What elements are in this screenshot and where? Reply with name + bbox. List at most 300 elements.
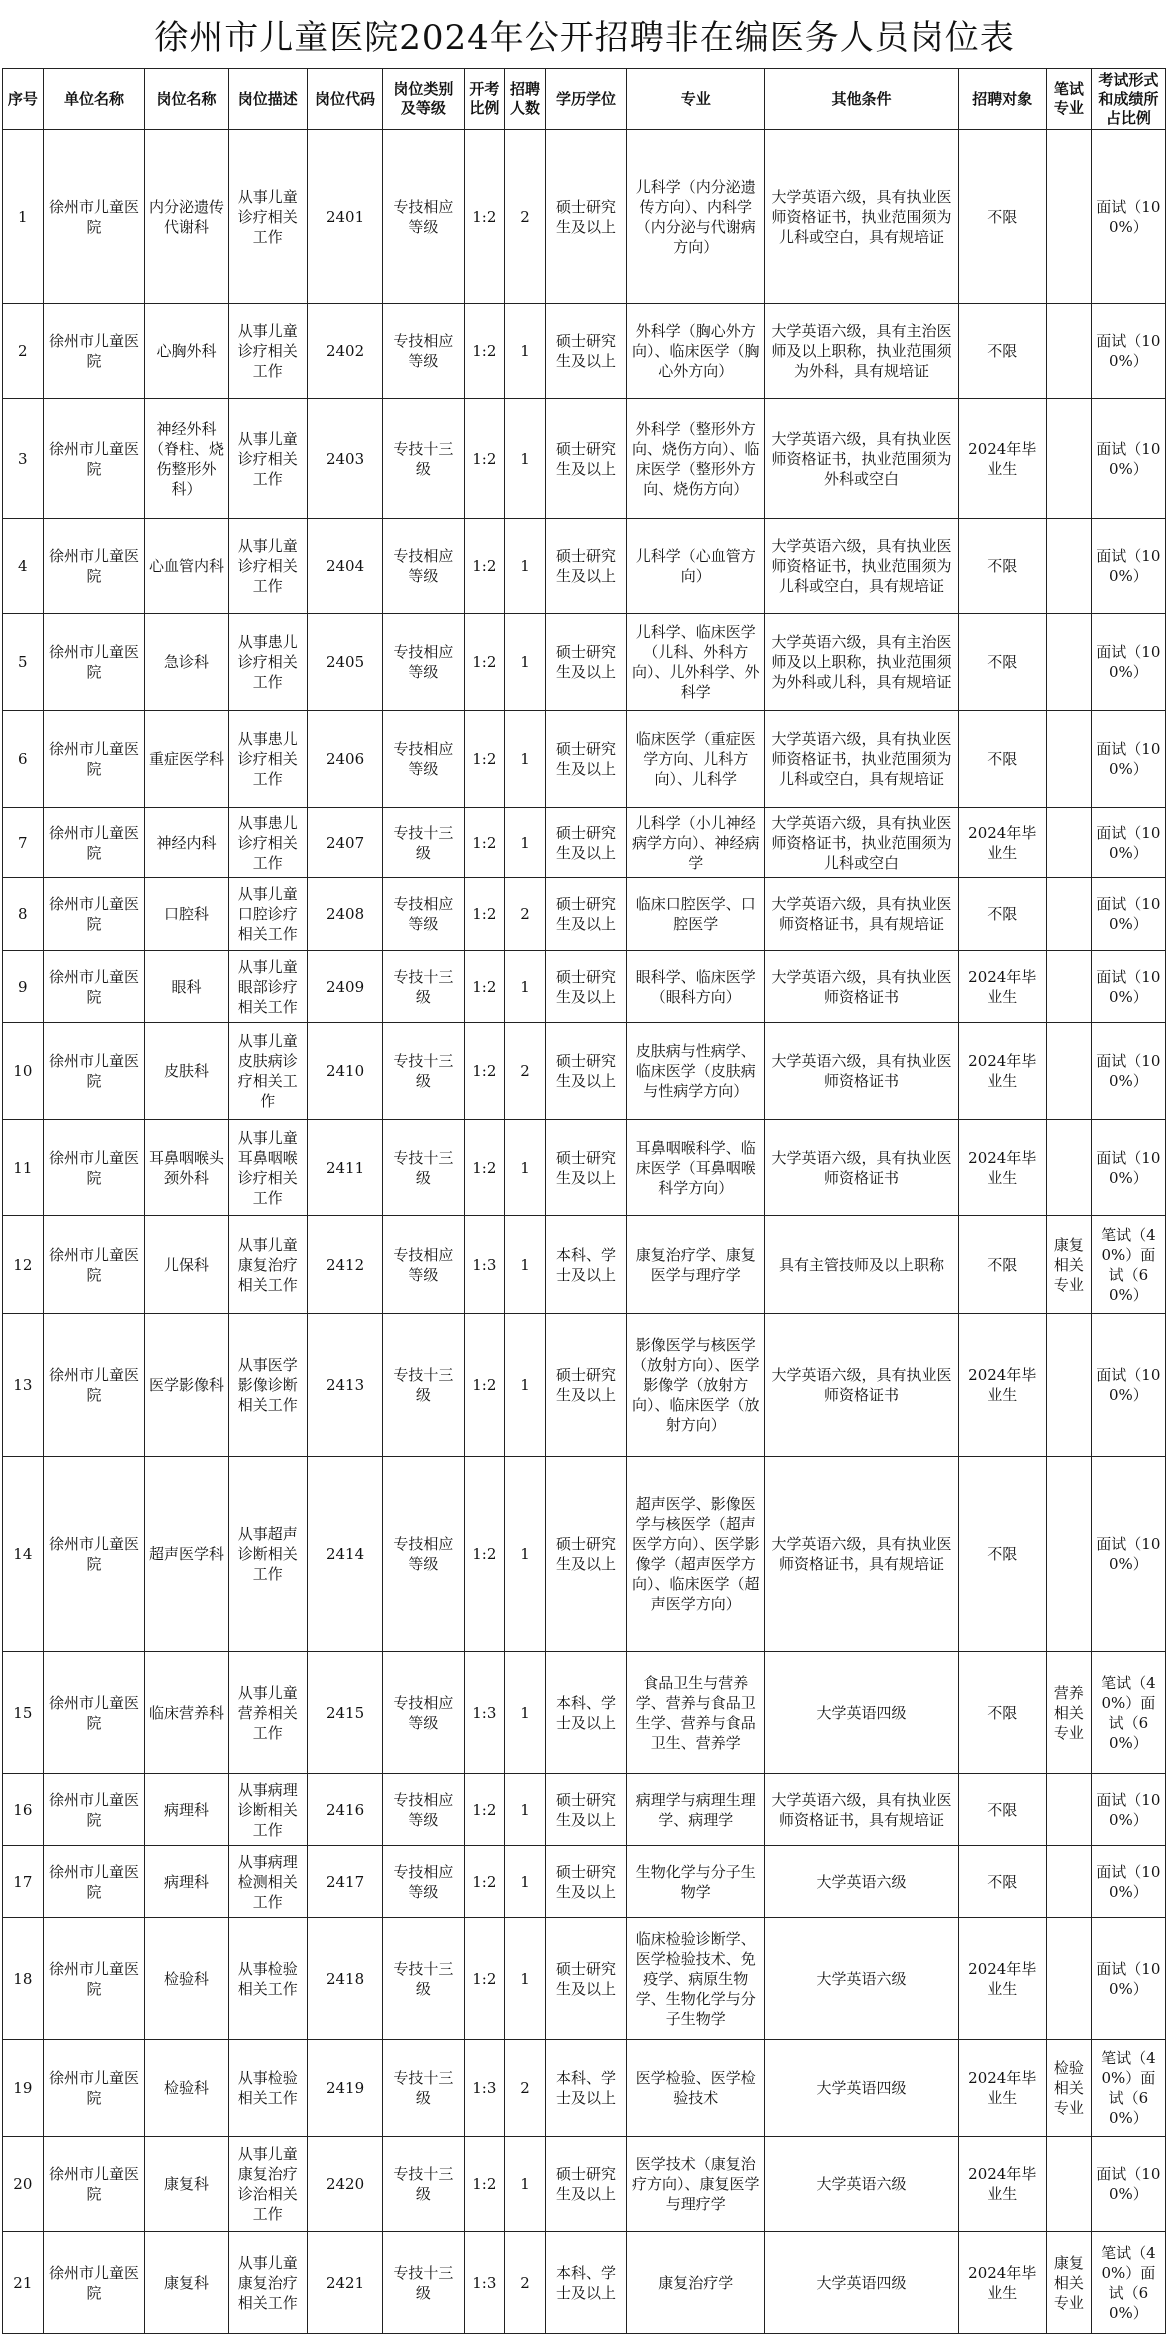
cell-code: 2410 <box>307 1023 382 1120</box>
cell-category: 专技相应等级 <box>383 519 464 614</box>
cell-unit: 徐州市儿童医院 <box>43 1918 145 2040</box>
cell-count: 1 <box>505 304 546 399</box>
cell-count: 2 <box>505 130 546 304</box>
cell-target: 不限 <box>958 1457 1046 1652</box>
cell-no: 16 <box>3 1774 44 1846</box>
cell-post: 心胸外科 <box>145 304 228 399</box>
cell-unit: 徐州市儿童医院 <box>43 1314 145 1457</box>
cell-code: 2411 <box>307 1120 382 1216</box>
cell-category: 专技十三级 <box>383 1314 464 1457</box>
cell-count: 2 <box>505 878 546 951</box>
cell-other: 大学英语六级，具有执业医师资格证书 <box>765 1023 958 1120</box>
cell-count: 1 <box>505 1918 546 2040</box>
cell-exam: 面试（100%） <box>1091 1120 1165 1216</box>
cell-other: 大学英语六级 <box>765 1846 958 1918</box>
cell-major: 医学检验、医学检验技术 <box>627 2040 765 2137</box>
cell-edu: 硕士研究生及以上 <box>545 1314 626 1457</box>
cell-edu: 本科、学士及以上 <box>545 2232 626 2334</box>
table-row <box>3 1846 1166 1918</box>
cell-code: 2415 <box>307 1652 382 1774</box>
cell-category: 专技十三级 <box>383 808 464 878</box>
cell-post: 医学影像科 <box>145 1314 228 1457</box>
cell-exam-major <box>1046 878 1091 951</box>
cell-no: 6 <box>3 711 44 808</box>
cell-major: 临床医学（重症医学方向、儿科方向）、儿科学 <box>627 711 765 808</box>
cell-desc: 从事儿童康复治疗相关工作 <box>228 1216 307 1314</box>
cell-major: 眼科学、临床医学（眼科方向） <box>627 951 765 1023</box>
cell-exam: 面试（100%） <box>1091 1774 1165 1846</box>
table-row <box>3 711 1166 808</box>
header-exam-major: 笔试专业 <box>1046 69 1091 130</box>
cell-post: 康复科 <box>145 2137 228 2232</box>
cell-exam: 面试（100%） <box>1091 1918 1165 2040</box>
cell-other: 大学英语六级，具有执业医师资格证书，执业范围须为儿科或空白 <box>765 808 958 878</box>
cell-exam-major <box>1046 808 1091 878</box>
cell-ratio: 1:2 <box>464 1457 505 1652</box>
cell-exam: 笔试（40%）面试（60%） <box>1091 2040 1165 2137</box>
cell-edu: 硕士研究生及以上 <box>545 1023 626 1120</box>
cell-unit: 徐州市儿童医院 <box>43 2232 145 2334</box>
cell-ratio: 1:2 <box>464 878 505 951</box>
cell-category: 专技相应等级 <box>383 878 464 951</box>
cell-desc: 从事儿童诊疗相关工作 <box>228 130 307 304</box>
cell-count: 2 <box>505 1023 546 1120</box>
cell-target: 不限 <box>958 1774 1046 1846</box>
cell-no: 15 <box>3 1652 44 1774</box>
cell-exam-major <box>1046 614 1091 711</box>
cell-category: 专技相应等级 <box>383 1216 464 1314</box>
cell-edu: 硕士研究生及以上 <box>545 614 626 711</box>
cell-other: 具有主管技师及以上职称 <box>765 1216 958 1314</box>
cell-target: 2024年毕业生 <box>958 2040 1046 2137</box>
cell-edu: 硕士研究生及以上 <box>545 519 626 614</box>
cell-post: 神经外科（脊柱、烧伤整形外科） <box>145 399 228 519</box>
cell-unit: 徐州市儿童医院 <box>43 519 145 614</box>
cell-no: 1 <box>3 130 44 304</box>
cell-category: 专技相应等级 <box>383 1846 464 1918</box>
cell-ratio: 1:2 <box>464 1774 505 1846</box>
cell-target: 不限 <box>958 1652 1046 1774</box>
page-title: 徐州市儿童医院2024年公开招聘非在编医务人员岗位表 <box>154 17 1015 58</box>
cell-unit: 徐州市儿童医院 <box>43 2137 145 2232</box>
cell-edu: 硕士研究生及以上 <box>545 808 626 878</box>
cell-exam: 面试（100%） <box>1091 130 1165 304</box>
cell-code: 2407 <box>307 808 382 878</box>
cell-no: 4 <box>3 519 44 614</box>
cell-count: 1 <box>505 614 546 711</box>
cell-unit: 徐州市儿童医院 <box>43 878 145 951</box>
cell-desc: 从事儿童营养相关工作 <box>228 1652 307 1774</box>
table-header-row <box>3 69 1166 130</box>
table-row <box>3 2232 1166 2334</box>
cell-no: 8 <box>3 878 44 951</box>
table-body <box>3 130 1166 2334</box>
cell-other: 大学英语六级 <box>765 2137 958 2232</box>
table-row <box>3 1918 1166 2040</box>
cell-post: 临床营养科 <box>145 1652 228 1774</box>
cell-exam-major <box>1046 1120 1091 1216</box>
cell-no: 13 <box>3 1314 44 1457</box>
cell-desc: 从事儿童诊疗相关工作 <box>228 519 307 614</box>
cell-major: 超声医学、影像医学与核医学（超声医学方向）、医学影像学（超声医学方向）、临床医学（超声医学方向） <box>627 1457 765 1652</box>
header-no: 序号 <box>3 69 44 130</box>
cell-ratio: 1:3 <box>464 2232 505 2334</box>
cell-major: 医学技术（康复治疗方向）、康复医学与理疗学 <box>627 2137 765 2232</box>
cell-no: 5 <box>3 614 44 711</box>
cell-ratio: 1:3 <box>464 1216 505 1314</box>
cell-major: 食品卫生与营养学、营养与食品卫生学、营养与食品卫生、营养学 <box>627 1652 765 1774</box>
cell-exam-major <box>1046 1314 1091 1457</box>
cell-unit: 徐州市儿童医院 <box>43 1846 145 1918</box>
cell-code: 2404 <box>307 519 382 614</box>
cell-category: 专技十三级 <box>383 1120 464 1216</box>
cell-other: 大学英语六级 <box>765 1918 958 2040</box>
cell-target: 不限 <box>958 1216 1046 1314</box>
cell-other: 大学英语四级 <box>765 2040 958 2137</box>
table-row <box>3 1216 1166 1314</box>
cell-exam-major: 康复相关专业 <box>1046 2232 1091 2334</box>
cell-target: 2024年毕业生 <box>958 399 1046 519</box>
cell-code: 2417 <box>307 1846 382 1918</box>
cell-count: 1 <box>505 1216 546 1314</box>
cell-target: 2024年毕业生 <box>958 2232 1046 2334</box>
cell-count: 1 <box>505 399 546 519</box>
cell-edu: 硕士研究生及以上 <box>545 1918 626 2040</box>
cell-no: 11 <box>3 1120 44 1216</box>
cell-desc: 从事儿童口腔诊疗相关工作 <box>228 878 307 951</box>
cell-target: 2024年毕业生 <box>958 951 1046 1023</box>
cell-other: 大学英语四级 <box>765 2232 958 2334</box>
cell-post: 急诊科 <box>145 614 228 711</box>
cell-exam-major <box>1046 951 1091 1023</box>
cell-exam-major <box>1046 519 1091 614</box>
cell-desc: 从事检验相关工作 <box>228 1918 307 2040</box>
cell-category: 专技相应等级 <box>383 1774 464 1846</box>
cell-other: 大学英语六级，具有执业医师资格证书，执业范围须为儿科或空白，具有规培证 <box>765 519 958 614</box>
cell-major: 康复治疗学、康复医学与理疗学 <box>627 1216 765 1314</box>
cell-count: 1 <box>505 1652 546 1774</box>
cell-code: 2421 <box>307 2232 382 2334</box>
cell-target: 不限 <box>958 711 1046 808</box>
header-code: 岗位代码 <box>307 69 382 130</box>
cell-post: 检验科 <box>145 2040 228 2137</box>
cell-no: 19 <box>3 2040 44 2137</box>
cell-category: 专技相应等级 <box>383 304 464 399</box>
cell-desc: 从事儿童康复治疗诊治相关工作 <box>228 2137 307 2232</box>
header-other: 其他条件 <box>765 69 958 130</box>
cell-category: 专技十三级 <box>383 951 464 1023</box>
cell-ratio: 1:2 <box>464 519 505 614</box>
cell-count: 1 <box>505 1774 546 1846</box>
cell-unit: 徐州市儿童医院 <box>43 2040 145 2137</box>
cell-category: 专技相应等级 <box>383 614 464 711</box>
table-row <box>3 808 1166 878</box>
cell-post: 检验科 <box>145 1918 228 2040</box>
cell-other: 大学英语六级，具有主治医师及以上职称，执业范围须为外科，具有规培证 <box>765 304 958 399</box>
cell-edu: 硕士研究生及以上 <box>545 1120 626 1216</box>
cell-other: 大学英语六级，具有执业医师资格证书，执业范围须为儿科或空白，具有规培证 <box>765 711 958 808</box>
cell-ratio: 1:2 <box>464 130 505 304</box>
cell-major: 病理学与病理生理学、病理学 <box>627 1774 765 1846</box>
cell-major: 临床检验诊断学、医学检验技术、免疫学、病原生物学、生物化学与分子生物学 <box>627 1918 765 2040</box>
cell-post: 重症医学科 <box>145 711 228 808</box>
cell-target: 不限 <box>958 1846 1046 1918</box>
cell-target: 不限 <box>958 519 1046 614</box>
cell-exam: 面试（100%） <box>1091 1023 1165 1120</box>
cell-other: 大学英语六级，具有执业医师资格证书 <box>765 1314 958 1457</box>
cell-desc: 从事患儿诊疗相关工作 <box>228 711 307 808</box>
cell-unit: 徐州市儿童医院 <box>43 614 145 711</box>
cell-major: 耳鼻咽喉科学、临床医学（耳鼻咽喉科学方向） <box>627 1120 765 1216</box>
header-count: 招聘人数 <box>505 69 546 130</box>
cell-post: 眼科 <box>145 951 228 1023</box>
cell-exam-major <box>1046 1918 1091 2040</box>
cell-exam-major <box>1046 1457 1091 1652</box>
cell-ratio: 1:2 <box>464 951 505 1023</box>
cell-post: 超声医学科 <box>145 1457 228 1652</box>
cell-major: 皮肤病与性病学、临床医学（皮肤病与性病学方向） <box>627 1023 765 1120</box>
cell-post: 神经内科 <box>145 808 228 878</box>
cell-edu: 硕士研究生及以上 <box>545 1457 626 1652</box>
cell-ratio: 1:2 <box>464 1314 505 1457</box>
cell-target: 2024年毕业生 <box>958 1023 1046 1120</box>
cell-target: 不限 <box>958 304 1046 399</box>
cell-exam-major: 康复相关专业 <box>1046 1216 1091 1314</box>
cell-count: 1 <box>505 808 546 878</box>
table-row <box>3 1774 1166 1846</box>
cell-target: 不限 <box>958 878 1046 951</box>
cell-desc: 从事儿童诊疗相关工作 <box>228 304 307 399</box>
cell-exam: 面试（100%） <box>1091 808 1165 878</box>
cell-other: 大学英语六级，具有执业医师资格证书，执业范围须为外科或空白 <box>765 399 958 519</box>
cell-other: 大学英语六级，具有执业医师资格证书 <box>765 1120 958 1216</box>
cell-unit: 徐州市儿童医院 <box>43 1652 145 1774</box>
cell-post: 耳鼻咽喉头颈外科 <box>145 1120 228 1216</box>
table-row <box>3 1457 1166 1652</box>
cell-count: 1 <box>505 519 546 614</box>
header-category: 岗位类别及等级 <box>383 69 464 130</box>
table-row <box>3 2137 1166 2232</box>
cell-no: 7 <box>3 808 44 878</box>
header-exam: 考试形式和成绩所占比例 <box>1091 69 1165 130</box>
cell-desc: 从事患儿诊疗相关工作 <box>228 808 307 878</box>
table-row <box>3 614 1166 711</box>
header-edu: 学历学位 <box>545 69 626 130</box>
cell-major: 影像医学与核医学（放射方向）、医学影像学（放射方向）、临床医学（放射方向） <box>627 1314 765 1457</box>
cell-post: 皮肤科 <box>145 1023 228 1120</box>
cell-target: 不限 <box>958 614 1046 711</box>
cell-post: 儿保科 <box>145 1216 228 1314</box>
cell-edu: 硕士研究生及以上 <box>545 399 626 519</box>
cell-exam-major <box>1046 711 1091 808</box>
cell-other: 大学英语六级，具有执业医师资格证书，具有规培证 <box>765 1774 958 1846</box>
cell-count: 1 <box>505 951 546 1023</box>
cell-other: 大学英语六级，具有主治医师及以上职称，执业范围须为外科或儿科，具有规培证 <box>765 614 958 711</box>
table-row <box>3 2040 1166 2137</box>
header-ratio: 开考比例 <box>464 69 505 130</box>
cell-major: 儿科学（内分泌遗传方向）、内科学（内分泌与代谢病方向） <box>627 130 765 304</box>
cell-code: 2412 <box>307 1216 382 1314</box>
cell-other: 大学英语六级，具有执业医师资格证书，具有规培证 <box>765 1457 958 1652</box>
cell-desc: 从事医学影像诊断相关工作 <box>228 1314 307 1457</box>
cell-code: 2414 <box>307 1457 382 1652</box>
cell-other: 大学英语六级，具有执业医师资格证书，具有规培证 <box>765 878 958 951</box>
cell-exam-major <box>1046 130 1091 304</box>
cell-count: 1 <box>505 1120 546 1216</box>
cell-no: 3 <box>3 399 44 519</box>
cell-ratio: 1:2 <box>464 399 505 519</box>
cell-major: 儿科学（心血管方向） <box>627 519 765 614</box>
cell-exam: 面试（100%） <box>1091 614 1165 711</box>
cell-category: 专技十三级 <box>383 399 464 519</box>
cell-unit: 徐州市儿童医院 <box>43 1120 145 1216</box>
cell-desc: 从事儿童康复治疗相关工作 <box>228 2232 307 2334</box>
cell-exam-major <box>1046 1774 1091 1846</box>
cell-post: 病理科 <box>145 1774 228 1846</box>
cell-ratio: 1:2 <box>464 1846 505 1918</box>
table-row <box>3 304 1166 399</box>
cell-ratio: 1:2 <box>464 304 505 399</box>
cell-exam-major: 营养相关专业 <box>1046 1652 1091 1774</box>
cell-other: 大学英语六级，具有执业医师资格证书 <box>765 951 958 1023</box>
cell-edu: 本科、学士及以上 <box>545 1652 626 1774</box>
cell-exam: 笔试（40%）面试（60%） <box>1091 1216 1165 1314</box>
table-row <box>3 1652 1166 1774</box>
cell-post: 病理科 <box>145 1846 228 1918</box>
cell-no: 14 <box>3 1457 44 1652</box>
cell-exam: 笔试（40%）面试（60%） <box>1091 2232 1165 2334</box>
cell-desc: 从事儿童眼部诊疗相关工作 <box>228 951 307 1023</box>
header-desc: 岗位描述 <box>228 69 307 130</box>
cell-count: 1 <box>505 2137 546 2232</box>
cell-count: 1 <box>505 1314 546 1457</box>
header-major: 专业 <box>627 69 765 130</box>
cell-category: 专技相应等级 <box>383 1652 464 1774</box>
cell-desc: 从事儿童诊疗相关工作 <box>228 399 307 519</box>
cell-no: 9 <box>3 951 44 1023</box>
cell-desc: 从事儿童皮肤病诊疗相关工作 <box>228 1023 307 1120</box>
cell-code: 2419 <box>307 2040 382 2137</box>
header-target: 招聘对象 <box>958 69 1046 130</box>
cell-category: 专技十三级 <box>383 2040 464 2137</box>
cell-ratio: 1:2 <box>464 808 505 878</box>
cell-desc: 从事病理诊断相关工作 <box>228 1774 307 1846</box>
cell-unit: 徐州市儿童医院 <box>43 1216 145 1314</box>
cell-no: 17 <box>3 1846 44 1918</box>
cell-no: 20 <box>3 2137 44 2232</box>
cell-code: 2413 <box>307 1314 382 1457</box>
table-row <box>3 1023 1166 1120</box>
cell-exam: 笔试（40%）面试（60%） <box>1091 1652 1165 1774</box>
cell-code: 2409 <box>307 951 382 1023</box>
cell-edu: 硕士研究生及以上 <box>545 304 626 399</box>
cell-no: 21 <box>3 2232 44 2334</box>
cell-major: 外科学（整形外方向、烧伤方向）、临床医学（整形外方向、烧伤方向） <box>627 399 765 519</box>
cell-post: 康复科 <box>145 2232 228 2334</box>
cell-unit: 徐州市儿童医院 <box>43 951 145 1023</box>
cell-desc: 从事儿童耳鼻咽喉诊疗相关工作 <box>228 1120 307 1216</box>
table-row <box>3 951 1166 1023</box>
cell-ratio: 1:2 <box>464 1120 505 1216</box>
cell-exam-major <box>1046 1023 1091 1120</box>
cell-target: 2024年毕业生 <box>958 2137 1046 2232</box>
cell-exam: 面试（100%） <box>1091 1314 1165 1457</box>
cell-desc: 从事病理检测相关工作 <box>228 1846 307 1918</box>
cell-no: 12 <box>3 1216 44 1314</box>
cell-edu: 本科、学士及以上 <box>545 1216 626 1314</box>
cell-code: 2406 <box>307 711 382 808</box>
cell-major: 儿科学、临床医学（儿科、外科方向）、儿外科学、外科学 <box>627 614 765 711</box>
table-row <box>3 1314 1166 1457</box>
cell-target: 2024年毕业生 <box>958 808 1046 878</box>
table-row <box>3 878 1166 951</box>
cell-ratio: 1:3 <box>464 1652 505 1774</box>
cell-code: 2403 <box>307 399 382 519</box>
cell-count: 1 <box>505 1457 546 1652</box>
cell-target: 2024年毕业生 <box>958 1314 1046 1457</box>
cell-unit: 徐州市儿童医院 <box>43 711 145 808</box>
cell-post: 心血管内科 <box>145 519 228 614</box>
cell-exam: 面试（100%） <box>1091 2137 1165 2232</box>
cell-exam: 面试（100%） <box>1091 1457 1165 1652</box>
cell-desc: 从事超声诊断相关工作 <box>228 1457 307 1652</box>
cell-edu: 硕士研究生及以上 <box>545 1774 626 1846</box>
cell-exam: 面试（100%） <box>1091 399 1165 519</box>
cell-unit: 徐州市儿童医院 <box>43 399 145 519</box>
cell-code: 2408 <box>307 878 382 951</box>
cell-target: 2024年毕业生 <box>958 1918 1046 2040</box>
cell-category: 专技相应等级 <box>383 130 464 304</box>
cell-exam: 面试（100%） <box>1091 304 1165 399</box>
cell-desc: 从事患儿诊疗相关工作 <box>228 614 307 711</box>
cell-exam-major: 检验相关专业 <box>1046 2040 1091 2137</box>
cell-unit: 徐州市儿童医院 <box>43 304 145 399</box>
cell-exam: 面试（100%） <box>1091 878 1165 951</box>
cell-target: 不限 <box>958 130 1046 304</box>
cell-ratio: 1:2 <box>464 1023 505 1120</box>
cell-other: 大学英语六级，具有执业医师资格证书，执业范围须为儿科或空白，具有规培证 <box>765 130 958 304</box>
cell-edu: 硕士研究生及以上 <box>545 1846 626 1918</box>
table-row <box>3 519 1166 614</box>
cell-count: 1 <box>505 711 546 808</box>
cell-category: 专技十三级 <box>383 2137 464 2232</box>
cell-code: 2416 <box>307 1774 382 1846</box>
cell-category: 专技十三级 <box>383 2232 464 2334</box>
cell-category: 专技十三级 <box>383 1918 464 2040</box>
positions-table <box>2 68 1166 2334</box>
table-row <box>3 399 1166 519</box>
cell-post: 口腔科 <box>145 878 228 951</box>
cell-ratio: 1:2 <box>464 1918 505 2040</box>
cell-desc: 从事检验相关工作 <box>228 2040 307 2137</box>
cell-code: 2420 <box>307 2137 382 2232</box>
cell-exam-major <box>1046 304 1091 399</box>
cell-code: 2401 <box>307 130 382 304</box>
cell-unit: 徐州市儿童医院 <box>43 130 145 304</box>
cell-exam: 面试（100%） <box>1091 519 1165 614</box>
cell-edu: 硕士研究生及以上 <box>545 130 626 304</box>
cell-unit: 徐州市儿童医院 <box>43 808 145 878</box>
cell-code: 2405 <box>307 614 382 711</box>
cell-major: 外科学（胸心外方向）、临床医学（胸心外方向） <box>627 304 765 399</box>
cell-count: 2 <box>505 2040 546 2137</box>
cell-ratio: 1:2 <box>464 711 505 808</box>
cell-exam: 面试（100%） <box>1091 1846 1165 1918</box>
cell-major: 儿科学（小儿神经病学方向）、神经病学 <box>627 808 765 878</box>
cell-no: 2 <box>3 304 44 399</box>
cell-edu: 硕士研究生及以上 <box>545 878 626 951</box>
cell-unit: 徐州市儿童医院 <box>43 1774 145 1846</box>
